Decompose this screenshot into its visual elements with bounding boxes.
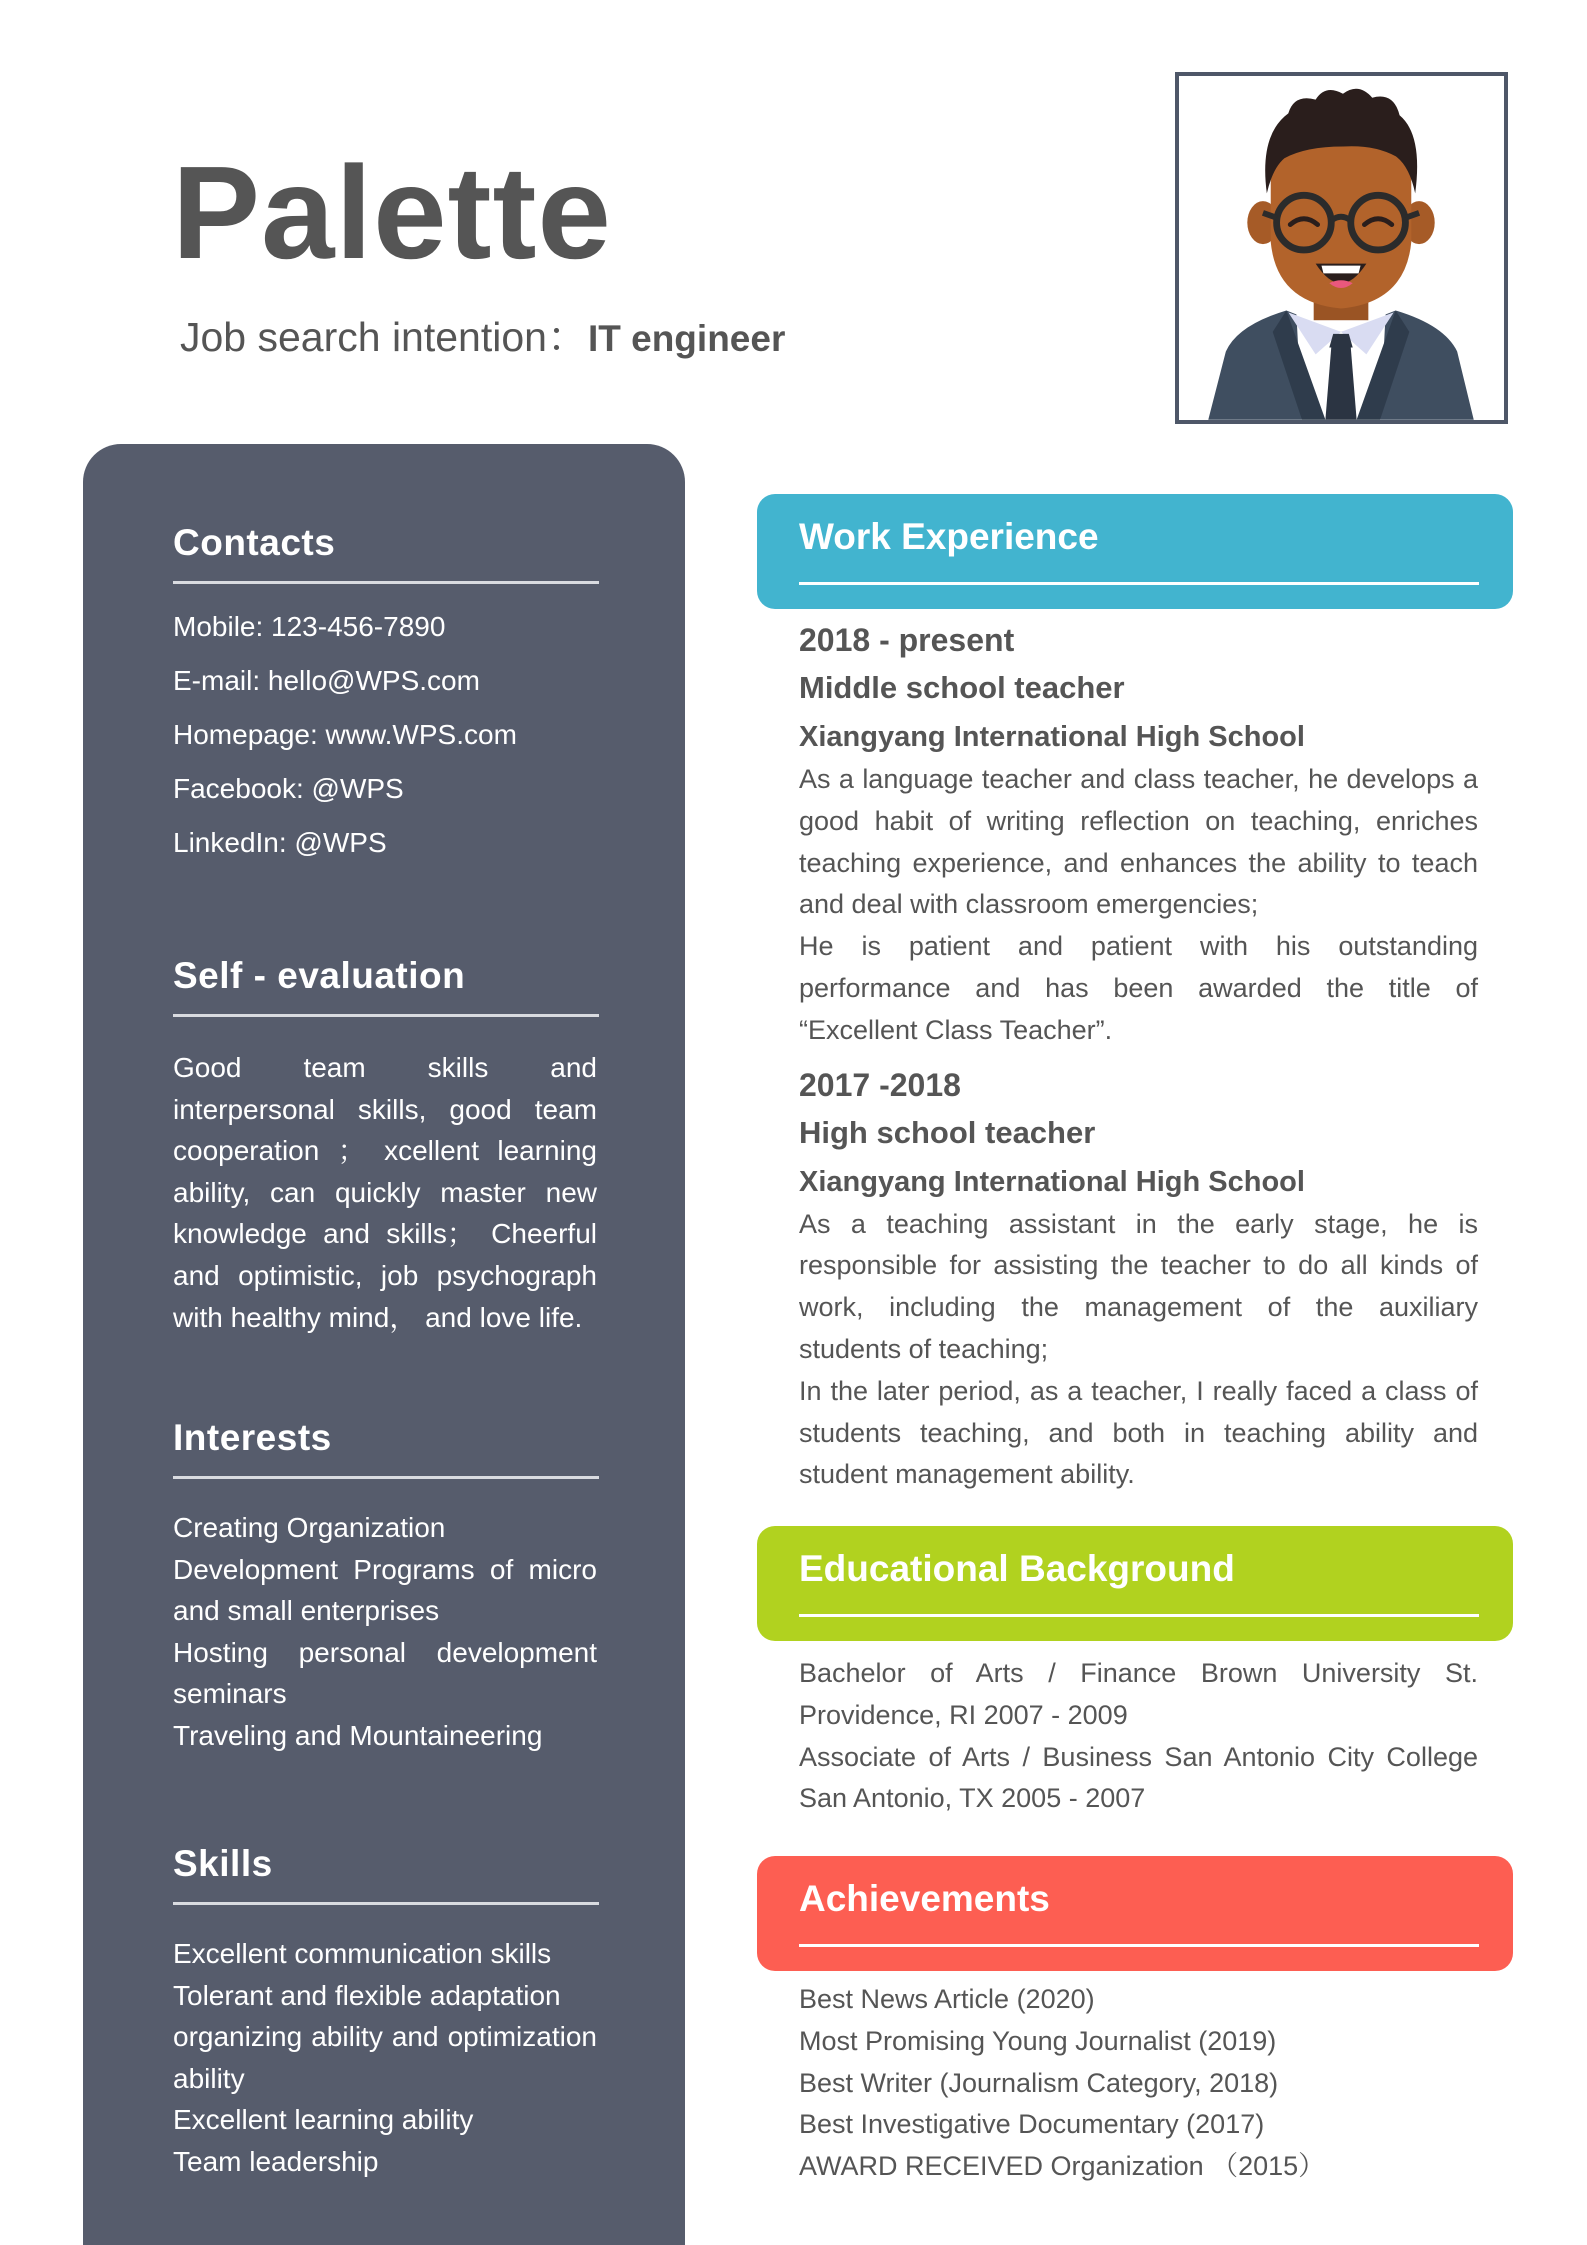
education-item: Associate of Arts / Business San Antonio City College San Antonio, TX 2005 - 2007 bbox=[799, 1741, 1478, 1814]
interests-title: Interests bbox=[173, 1417, 332, 1458]
interest-item: Creating Organization bbox=[173, 1512, 446, 1543]
work-experience-section bbox=[757, 494, 1513, 1496]
contacts-divider bbox=[173, 581, 599, 584]
job-intention bbox=[180, 312, 785, 364]
achievements-header bbox=[757, 1856, 1513, 1971]
contacts-title: Contacts bbox=[173, 522, 336, 563]
skill-item: organizing ability and optimization ability bbox=[173, 2021, 597, 2094]
work-experience-header bbox=[757, 494, 1513, 609]
education-item: Bachelor of Arts / Finance Brown University St. Providence, RI 2007 - 2009 bbox=[799, 1658, 1478, 1730]
job-role: Middle school teacher bbox=[799, 670, 1125, 705]
achievement-item: Best Investigative Documentary (2017) bbox=[799, 2109, 1265, 2140]
skills-title: Skills bbox=[173, 1843, 273, 1884]
self-evaluation-title: Self - evaluation bbox=[173, 955, 466, 996]
job-description: As a teaching assistant in the early stage, he is responsible for assisting the teacher to do all kinds of work, including the management of the auxiliary students of teaching; bbox=[799, 1208, 1478, 1364]
self-evaluation-text: Good team skills and interpersonal skills, good team cooperation ； xcellent learning ability, can quickly master new knowledge and skills； Cheerful and optimistic, job psychograph with healthy mind， and love life. bbox=[173, 1052, 597, 1333]
job-school: Xiangyang International High School bbox=[799, 721, 1305, 753]
skill-item: Team leadership bbox=[173, 2145, 379, 2177]
achievement-item: Best News Article (2020) bbox=[799, 1984, 1095, 2014]
sidebar bbox=[83, 444, 685, 2245]
skill-item: Excellent learning ability bbox=[173, 2104, 474, 2136]
contact-homepage: Homepage: www.WPS.com bbox=[173, 719, 517, 750]
work-experience-title: Work Experience bbox=[799, 516, 1099, 557]
job-description: He is patient and patient with his outstanding performance and has been awarded the title of “Excellent Class Teacher”. bbox=[799, 931, 1478, 1045]
interest-item: Development Programs of micro and small enterprises bbox=[173, 1553, 597, 1627]
interests-divider bbox=[173, 1476, 599, 1479]
education-title: Educational Background bbox=[799, 1548, 1235, 1589]
profile-photo bbox=[1175, 72, 1508, 424]
candidate-name: Palette bbox=[172, 139, 612, 286]
interest-item: Traveling and Mountaineering bbox=[173, 1719, 543, 1751]
education-header bbox=[757, 1526, 1513, 1641]
job-intention-label: Job search intention： bbox=[180, 314, 588, 360]
skill-item: Excellent communication skills bbox=[173, 1938, 552, 1969]
achievements-section bbox=[757, 1856, 1513, 2188]
achievement-item: AWARD RECEIVED Organization （2015） bbox=[799, 2151, 1326, 2182]
job-period: 2017 -2018 bbox=[799, 1066, 961, 1103]
interest-item: Hosting personal development seminars bbox=[173, 1636, 597, 1710]
interests-section bbox=[173, 1415, 597, 1757]
education-divider bbox=[799, 1614, 1479, 1617]
contact-mobile: Mobile: 123-456-7890 bbox=[173, 611, 446, 642]
achievement-item: Best Writer (Journalism Category, 2018) bbox=[799, 2067, 1279, 2098]
job-description: As a language teacher and class teacher, he develops a good habit of writing reflection on teaching, enriches teaching experience, and enhances the ability to teach and deal with classroom emergencies; bbox=[799, 764, 1478, 920]
job-description: In the later period, as a teacher, I really faced a class of students teaching, and both in teaching ability and student management ability. bbox=[799, 1375, 1478, 1490]
job-school: Xiangyang International High School bbox=[799, 1165, 1305, 1198]
contact-linkedin: LinkedIn: @WPS bbox=[173, 827, 387, 858]
work-experience-divider bbox=[799, 582, 1479, 585]
skills-section bbox=[173, 1841, 597, 2183]
job-period: 2018 - present bbox=[799, 622, 1015, 658]
contacts-section bbox=[173, 520, 597, 870]
self-evaluation-section bbox=[173, 953, 597, 1338]
self-evaluation-divider bbox=[173, 1014, 599, 1017]
education-section bbox=[757, 1526, 1513, 1820]
contact-email: E-mail: hello@WPS.com bbox=[173, 665, 480, 696]
skill-item: Tolerant and flexible adaptation bbox=[173, 1979, 561, 2011]
skills-divider bbox=[173, 1902, 599, 1905]
contact-facebook: Facebook: @WPS bbox=[173, 773, 404, 804]
job-intention-value: IT engineer bbox=[587, 318, 786, 359]
achievements-title: Achievements bbox=[799, 1878, 1050, 1919]
job-role: High school teacher bbox=[799, 1114, 1096, 1150]
achievement-item: Most Promising Young Journalist (2019) bbox=[799, 2025, 1277, 2056]
avatar-illustration bbox=[1179, 76, 1504, 420]
achievements-divider bbox=[799, 1944, 1479, 1947]
